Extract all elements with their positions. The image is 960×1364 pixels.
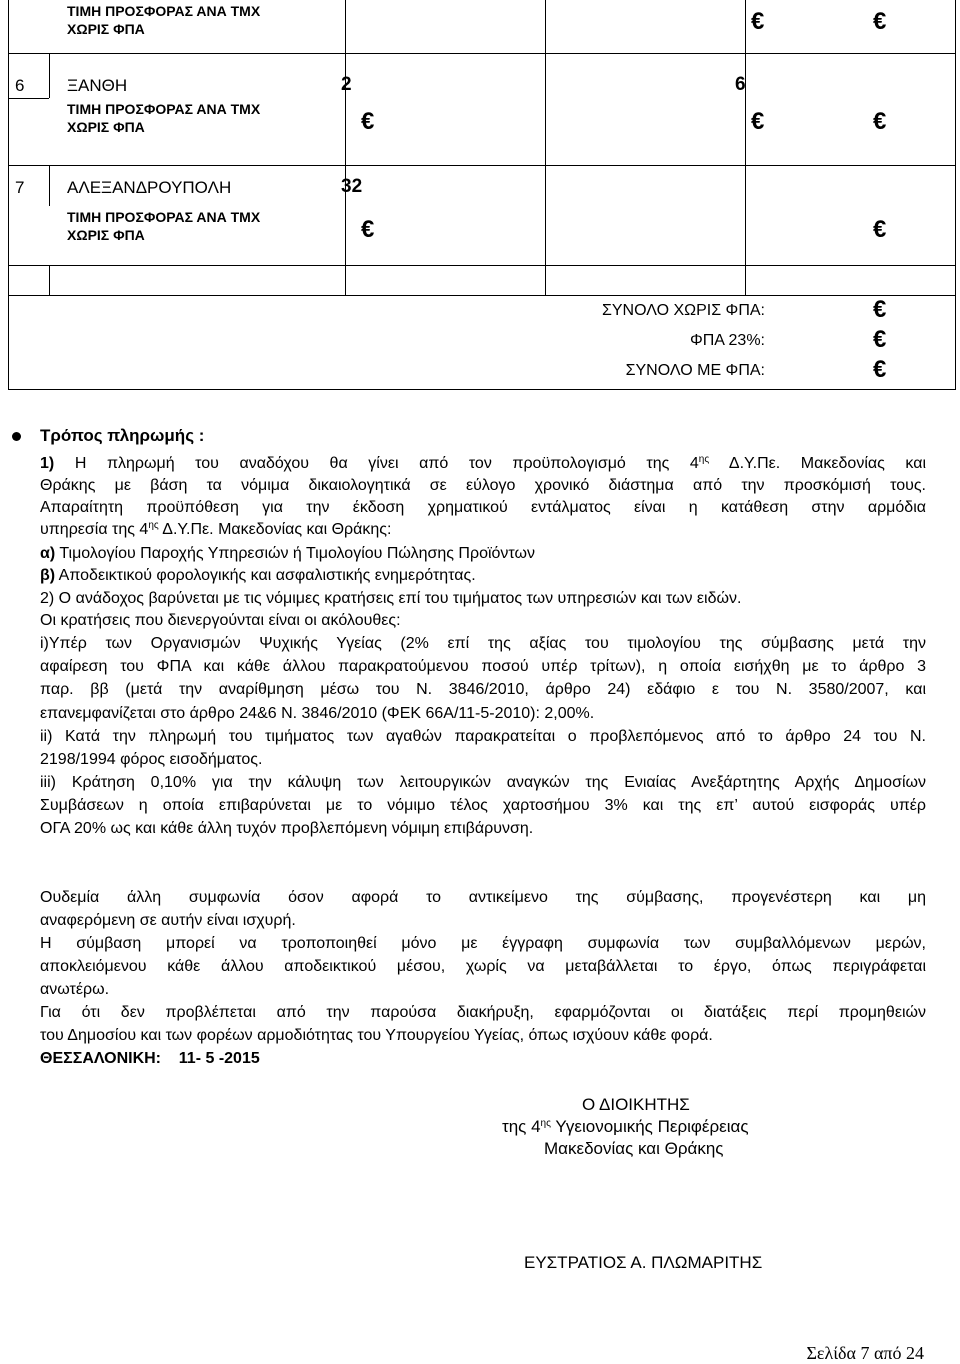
euro-sign: € [751,8,765,35]
text-line: υπηρεσία της $4^{\eta\varsigma}$ Δ.Υ.Πε. Μακεδονίας και Θράκης: [40,520,392,538]
text-line: αποκλειόμενου κάθε άλλου αποδεικτικού μέσου, χωρίς να μεταβάλλεται το έργο, όπως περιγράφεται [40,958,926,975]
euro-sign: € [873,8,887,35]
table-row [8,166,956,266]
quantity: 32 [341,176,363,197]
euro-sign: € [873,296,887,323]
city-name: ΑΛΕΞΑΝΔΡΟΥΠΟΛΗ [67,178,232,197]
euro-sign: € [873,356,887,383]
text-line: iii) Κράτηση 0,10% για την κάλυψη των λειτουργικών αναγκών της Ενιαίας Ανεξάρτητης Αρχής Δημοσίων [40,774,926,791]
totals-block [8,296,956,390]
table-row [8,54,956,166]
euro-sign: € [873,216,887,243]
text-line: 2198/1994 φόρος εισοδήματος. [40,751,263,768]
total-net-label: ΣΥΝΟΛΟ ΧΩΡΙΣ ΦΠΑ: [601,302,765,319]
text-line: Η σύμβαση μπορεί να τροποποιηθεί μόνο με έγγραφη συμφωνία των συμβαλλόμενων μερών, [40,935,926,952]
signature-line: Μακεδονίας και Θράκης [544,1139,724,1158]
place-date: ΘΕΣΣΑΛΟΝΙΚΗ: 11- 5 -2015 [40,1050,260,1067]
total-gross-label: ΣΥΝΟΛΟ ΜΕ ΦΠΑ: [625,362,765,379]
euro-sign: € [873,108,887,135]
text-line: ανωτέρω. [40,981,110,998]
item-a: α) Τιμολογίου Παροχής Υπηρεσιών ή Τιμολογίου Πώλησης Προϊόντων [40,545,535,562]
table-row [8,0,956,54]
signature-title: Ο ΔΙΟΙΚΗΤΗΣ [582,1095,690,1114]
text-line: Απαραίτητη προϋπόθεση για την έκδοση χρηματικού εντάλματος είναι η κατάθεση στην αρμόδια [40,499,926,516]
text-line: 2) Ο ανάδοχος βαρύνεται με τις νόμιμες κρατήσεις επί του τιμήματος των υπηρεσιών και των ειδών. [40,590,742,607]
euro-sign: € [361,216,375,243]
text-line: Ουδεμία άλλη συμφωνία όσον αφορά το αντικείμενο της σύμβασης, προγενέστερη και μη [40,889,926,906]
text-line: Οι κρατήσεις που διενεργούνται είναι οι ακόλουθες: [40,612,401,629]
quantity: 6 [735,74,746,95]
quantity: 2 [341,74,352,95]
row-number: 7 [15,178,25,197]
payment-heading: Τρόπος πληρωμής : [40,426,205,445]
text-line: ΟΓΑ 20% ως και κάθε άλλη τυχόν προβλεπόμενη νόμιμη επιβάρυνση. [40,820,534,837]
euro-sign: € [361,108,375,135]
text-line: αφαίρεση του ΦΠΑ και κάθε άλλου παρακρατούμενου ποσού υπέρ τρίτων), η οποία εισήχθη με το άρθρο 3 [40,658,926,675]
text-line: i)Υπέρ των Οργανισμών Ψυχικής Υγείας (2% επί της αξίας του τιμολογίου της σύμβασης μετά την [40,635,926,652]
price-label: ΤΙΜΗ ΠΡΟΣΦΟΡΑΣ ΑΝΑ ΤΜΧ ΧΩΡΙΣ ΦΠΑ [67,209,261,243]
price-label: ΤΙΜΗ ΠΡΟΣΦΟΡΑΣ ΑΝΑ ΤΜΧ ΧΩΡΙΣ ΦΠΑ [67,3,261,37]
euro-sign: € [751,108,765,135]
euro-sign: € [873,326,887,353]
text-line: Θράκης με βάση τα νόμιμα δικαιολογητικά σε εύλογο χρονικό διάστημα από την προσκόμισή τους. [40,477,926,494]
text-line: του Δημοσίου και των φορέων αρμοδιότητας του Υπουργείου Υγείας, όπως ισχύουν κάθε φορά. [40,1027,713,1044]
text-line: επανεμφανίζεται στο άρθρο 24&6 Ν. 3846/2010 (ΦΕΚ 66Α/11-5-2010): 2,00%. [40,705,595,722]
vat-label: ΦΠΑ 23%: [689,332,765,349]
page-number: Σελίδα 7 από 24 [806,1343,924,1363]
signatory-name: ΕΥΣΤΡΑΤΙΟΣ Α. ΠΛΩΜΑΡΙΤΗΣ [524,1253,763,1272]
price-table [8,0,956,390]
price-label: ΤΙΜΗ ΠΡΟΣΦΟΡΑΣ ΑΝΑ ΤΜΧ ΧΩΡΙΣ ΦΠΑ [67,101,261,135]
bullet-icon [12,432,21,441]
payment-paragraph-1: 1) Η πληρωμή του αναδόχου θα γίνει από τον προϋπολογισμό της $4^{\eta\varsigma}$ Δ.Υ.Πε. Μακεδονίας και [40,454,927,472]
signature-line: της $4^{\eta\varsigma}$ Υγειονομικής Περιφέρειας [502,1117,749,1136]
text-line: Συμβάσεων η οποία επιβαρύνεται με το νόμιμο τέλος χαρτοσήμου 3% και της επ’ αυτού εισφοράς υπέρ [40,797,926,814]
text-line: Για ότι δεν προβλέπεται από την παρούσα διακήρυξη, εφαρμόζονται οι διατάξεις περί προμηθειών [40,1004,926,1021]
text-line: παρ. ββ (μετά την αναρίθμηση μέσω του Ν. 3846/2010, άρθρο 24) εδάφιο ε του Ν. 3580/2007, και [40,681,926,698]
city-name: ΞΑΝΘΗ [67,76,128,95]
table-row [8,266,956,296]
item-b: β) Αποδεικτικού φορολογικής και ασφαλιστικής ενημερότητας. [40,567,476,584]
text-line: ii) Κατά την πληρωμή του τιμήματος των αγαθών παρακρατείται ο προβλεπόμενος από το άρθρο 24 του Ν. [40,728,926,745]
row-number: 6 [15,76,25,95]
text-line: αναφερόμενη σε αυτήν είναι ισχυρή. [40,912,296,929]
